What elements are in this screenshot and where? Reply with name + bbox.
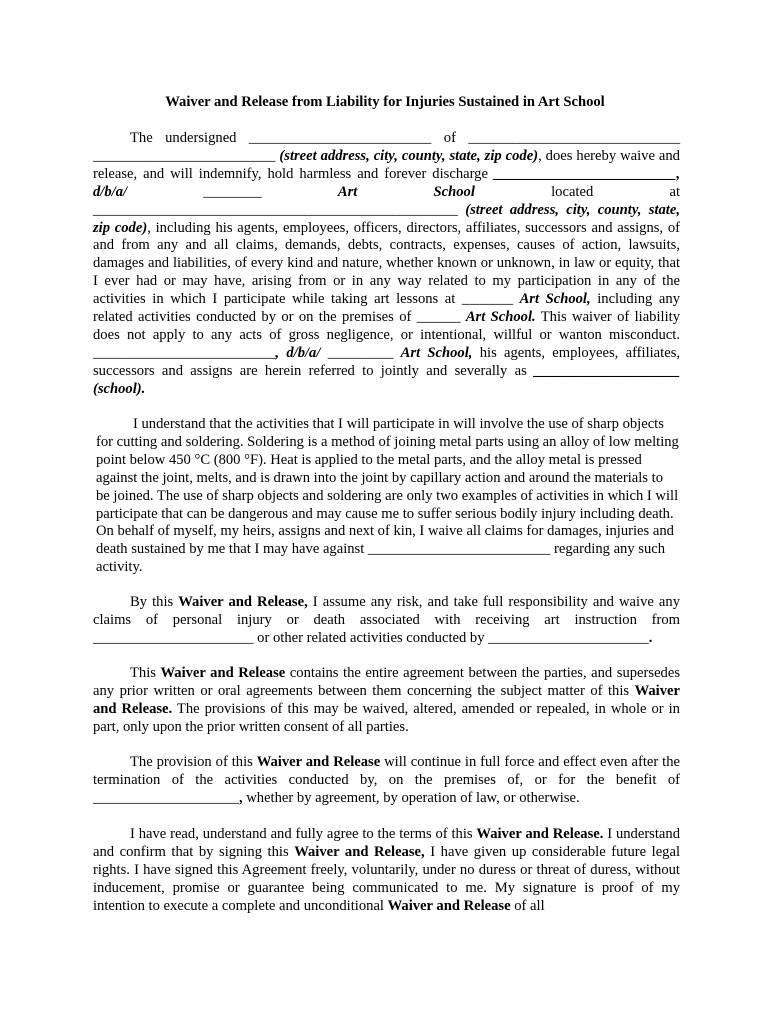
emphasis-run: Waiver and Release, [178,594,308,610]
text-run: I understand that the activities that I will participate in will involve the use of sharp objects for cutting and soldering. Soldering is a method of joining metal parts using an alloy of low melting point below 450 °C (800 °F). Heat is applied to the metal parts, and the alloy metal is pressed against the joint, melts, and is drawn into the joint by capillary action and around the materials to be joined. The use of sharp objects and soldering are only two examples of activities in which I will participate that can be dangerous and may cause me to suffer serious bodily injury including death. On behalf of myself, my heirs, assigns and next of kin, I waive all claims for damages, injuries and death sustained by me that I may have against _________________________ regarding any such activity. [96,416,679,576]
text-run: _________ [320,344,401,361]
emphasis-run: Art School, [519,291,591,308]
text-run: , does hereby waive and release, and will indemnify, hold harmless and forever discharge [93,147,680,182]
text-run: will continue in full force and effect even after the termination of the activities conducted by, on the premises of, or for the benefit of ____________________ [93,754,680,806]
text-run: of all [510,897,545,914]
emphasis-run: Waiver and Release [256,754,381,770]
document-title: Waiver and Release from Liability for Injuries Sustained in Art School [165,94,605,110]
text-run: The undersigned _________________________ of _____________________________ _________________________ [93,130,680,164]
emphasis-run: (street address, city, county, state, zip code) [279,147,539,164]
text-run: I have given up considerable future legal rights. I have signed this Agreement freely, voluntarily, under no duress or threat of duress, without inducement, promise or guarantee being communicated to me. My signature is proof of my intention to execute a complete and unconditional [93,843,681,914]
paragraph-assumption-of-risk [93,594,680,648]
emphasis-run: Waiver and Release. [93,682,680,717]
emphasis-run: . [648,629,653,646]
emphasis-run: ____________________ (school). [93,362,680,397]
emphasis-run: Waiver and Release. [476,826,604,842]
emphasis-run: Art School, [400,344,473,361]
text-run: By this [130,594,179,610]
text-run: ________ [127,183,338,200]
emphasis-run: Waiver and Release [160,665,286,681]
paragraph-parties [93,130,680,399]
paragraph-activities [96,416,680,577]
emphasis-run: , [238,789,243,806]
text-run: , including his agents, employees, officers, directors, affiliates, successors and assigns, of and from any and all claims, demands, debts, contracts, expenses, causes of action, lawsuits, damages and liabilities, of every kind and nature, whether known or unknown, in law or equity, that I ever had or may have, arising from or in any way related to my participation in any of the activities in which I participate while taking art lessons at _______ [93,219,680,308]
text-run: I understand and confirm that by signing this [93,826,680,860]
emphasis-run: Art School [337,183,475,200]
paragraph-entire-agreement [93,665,680,737]
text-run: This waiver of liability does not apply to any acts of gross negligence, or intentional, willful or wanton misconduct. _________________________ [93,309,680,361]
emphasis-run: Waiver and Release [387,897,511,914]
text-run: I assume any risk, and take full responsibility and waive any claims of personal injury or death associated with receiving art instruction from ______________________ or other related activities conducted by ______________________ [93,594,680,646]
text-run: contains the entire agreement between the parties, and supersedes any prior written or oral agreements between them concerning the subject matter of this [93,665,681,699]
text-run: located at __________________________________________________ [93,183,680,218]
text-run: whether by agreement, by operation of law, or otherwise. [242,789,580,806]
text-run: including any related activities conducted by or on the premises of ______ [93,291,680,326]
paragraph-acknowledgement [93,826,680,916]
emphasis-run: _________________________, d/b/a/ [93,165,680,200]
text-run: I have read, understand and fully agree to the terms of this [130,826,477,842]
emphasis-run: Waiver and Release, [294,843,425,860]
text-run: The provision of this [130,754,257,770]
emphasis-run: , d/b/a/ [275,344,321,361]
text-run: The provisions of this may be waived, altered, amended or repealed, in whole or in part, only upon the prior written consent of all parties. [93,700,680,735]
text-run: This [130,665,161,681]
text-run: his agents, employees, affiliates, successors and assigns are herein referred to jointly and severally as [93,344,681,379]
paragraph-survival [93,754,680,808]
emphasis-run: Art School. [465,309,536,326]
emphasis-run: (street address, city, county, state, zip code) [93,201,680,236]
